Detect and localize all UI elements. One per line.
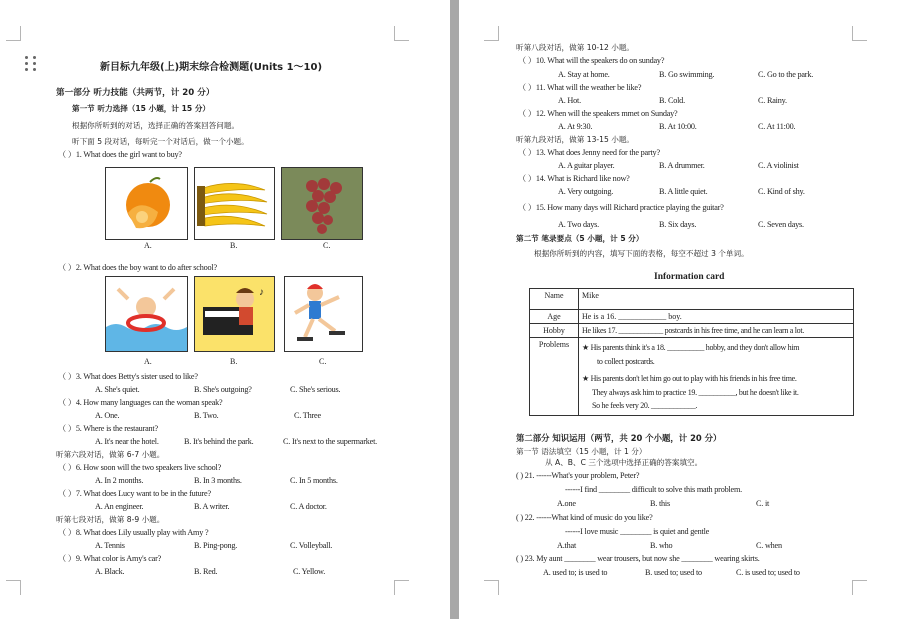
question-15: （ ）15. How many days will Richard practice playing the guitar? [518,203,724,212]
option: C. Seven days. [758,220,804,229]
question-23: ( ) 23. My aunt ________ wear trousers, but now she ________ wearing skirts. [516,554,760,563]
option: A. Two days. [558,220,599,229]
piano-picture [194,276,275,352]
orange-picture [105,167,188,240]
section-heading: 第一节 语法填空（15 小题，计 1 分） [516,447,647,456]
page-title: 新目标九年级(上)期末综合检测题(Units 1～10) [100,62,323,73]
option: C. when [756,541,782,550]
question-7: （ ）7. What does Lucy want to be in the future? [58,489,211,498]
card-value: Mike [579,289,854,310]
option: C. In 5 months. [290,476,338,485]
option: A. At 9:30. [558,122,593,131]
section1-heading: 第一节 听力选择（15 小题，计 15 分） [72,104,211,113]
option-label: B. [230,241,238,250]
instruction: 听下面 5 段对话，每听完一个对话后，做一个小题。 [72,137,249,146]
option: B. In 3 months. [194,476,242,485]
problem-line: ★ His parents think it's a 18. __________ hobby, and they don't allow him [582,343,800,352]
option: C. Volleyball. [290,541,333,550]
problem-line: ★ His parents don't let him go out to play with his friends in his free time. [582,374,797,383]
option: A. Black. [95,567,125,576]
card-title: Information card [654,272,725,282]
option: B. Red. [194,567,218,576]
question-1: （ ）1. What does the girl want to buy? [58,150,182,159]
option: B. She's outgoing? [194,385,252,394]
question-6: （ ）6. How soon will the two speakers live school? [58,463,222,472]
option: A. A guitar player. [558,161,615,170]
section2-heading: 第二节 笔录要点（5 小题，计 5 分） [516,234,644,243]
question-line: ------I love music ________ is quiet and gentle [565,527,710,536]
problem-line: to collect postcards. [597,357,655,366]
question-12: （ ）12. When will the speakers mmet on Sunday? [518,109,678,118]
question-line: ------I find ________ difficult to solve this math problem. [565,485,743,494]
crop-mark [852,580,867,595]
question-11: （ ）11. What will the weather be like? [518,83,642,92]
part1-heading: 第一部分 听力技能（共两节，计 20 分） [56,88,215,98]
option: C. is used to; used to [736,568,800,577]
option: B. Go swimming. [659,70,715,79]
option: A. Hot. [558,96,581,105]
option-label: A. [144,241,152,250]
question-5: （ ）5. Where is the restaurant? [58,424,158,433]
crop-mark [484,580,499,595]
option: B. this [650,499,670,508]
crop-mark [484,26,499,41]
banana-picture [194,167,275,240]
crop-mark [6,26,21,41]
question-14: （ ）14. What is Richard like now? [518,174,630,183]
question-8: （ ）8. What does Lily usually play with Amy ? [58,528,209,537]
card-value: He likes 17. ____________ postcards in his free time, and he can learn a lot. [579,324,854,338]
problem-line: So he feels very 20. ____________. [592,401,698,410]
swimming-picture [105,276,188,352]
question-10: （ ）10. What will the speakers do on sunday? [518,56,665,65]
part2-heading: 第二部分 知识运用（两节，共 20 个小题，计 20 分） [516,433,722,443]
option: A. One. [95,411,120,420]
grapes-picture [281,167,363,240]
option: C. A doctor. [290,502,327,511]
question-3: （ ）3. What does Betty's sister used to like? [58,372,198,381]
option: B. Six days. [659,220,697,229]
option: B. It's behind the park. [184,437,254,446]
option: B. used to; used to [645,568,702,577]
right-page [459,0,905,619]
option: B. A little quiet. [659,187,708,196]
option: A. used to; is used to [543,568,608,577]
skating-picture [284,276,363,352]
option: C. Rainy. [758,96,787,105]
svg-text:♪: ♪ [259,287,264,298]
option: C. It's next to the supermarket. [283,437,377,446]
card-label: Problems [530,338,579,416]
card-label: Hobby [530,324,579,338]
question-9: （ ）9. What color is Amy's car? [58,554,162,563]
crop-mark [394,580,409,595]
page-gutter [450,0,459,619]
drag-handle-icon[interactable] [25,56,37,71]
crop-mark [394,26,409,41]
question-22: ( ) 22. ------What kind of music do you like? [516,513,653,522]
option: C. She's serious. [290,385,341,394]
option: B. A drummer. [659,161,705,170]
card-label: Name [530,289,579,310]
option: C. A violinist [758,161,799,170]
crop-mark [852,26,867,41]
option: B. Two. [194,411,219,420]
option: A. She's quiet. [95,385,140,394]
question-13: （ ）13. What does Jenny need for the party? [518,148,660,157]
option: B. Cold. [659,96,685,105]
option: C. Yellow. [293,567,326,576]
option-label: C. [319,357,327,366]
option: A. Tennis [95,541,125,550]
option: C. Kind of shy. [758,187,805,196]
dialogue-instruction: 听第七段对话，做第 8-9 小题。 [56,515,165,524]
card-problems [579,338,854,416]
option: A. Very outgoing. [558,187,614,196]
card-label: Age [530,310,579,324]
left-page [0,0,450,619]
instruction: 根据你所听到的内容，填写下面的表格，每空不超过 3 个单词。 [534,249,749,258]
dialogue-instruction: 听第八段对话，做第 10-12 小题。 [516,43,635,52]
problem-line: They always ask him to practice 19. __________, but he doesn't like it. [592,388,799,397]
option: C. it [756,499,770,508]
question-21: ( ) 21. ------What's your problem, Peter? [516,471,640,480]
option: A. It's near the hotel. [95,437,159,446]
option: B. Ping-pong. [194,541,238,550]
option: C. At 11:00. [758,122,796,131]
option: B. who [650,541,673,550]
instruction: 根据你所听到的对话，选择正确的答案回答问题。 [72,121,240,130]
option-label: C. [323,241,331,250]
option: A.that [557,541,577,550]
option: A. Stay at home. [558,70,610,79]
question-4: （ ）4. How many languages can the woman speak? [58,398,223,407]
crop-mark [6,580,21,595]
instruction: 从 A、B、C 三个选项中选择正确的答案填空。 [545,458,703,467]
option-label: A. [144,357,152,366]
option-label: B. [230,357,238,366]
option: A. An engineer. [95,502,144,511]
option: B. A writer. [194,502,230,511]
dialogue-instruction: 听第九段对话，做第 13-15 小题。 [516,135,635,144]
option: A. In 2 months. [95,476,144,485]
information-card [529,288,854,416]
dialogue-instruction: 听第六段对话，做第 6-7 小题。 [56,450,165,459]
option: B. At 10:00. [659,122,697,131]
option: A.one [557,499,576,508]
card-value: He is a 16. ____________ boy. [579,310,854,324]
option: C. Three [294,411,321,420]
question-2: （ ）2. What does the boy want to do after school? [58,263,217,272]
option: C. Go to the park. [758,70,814,79]
